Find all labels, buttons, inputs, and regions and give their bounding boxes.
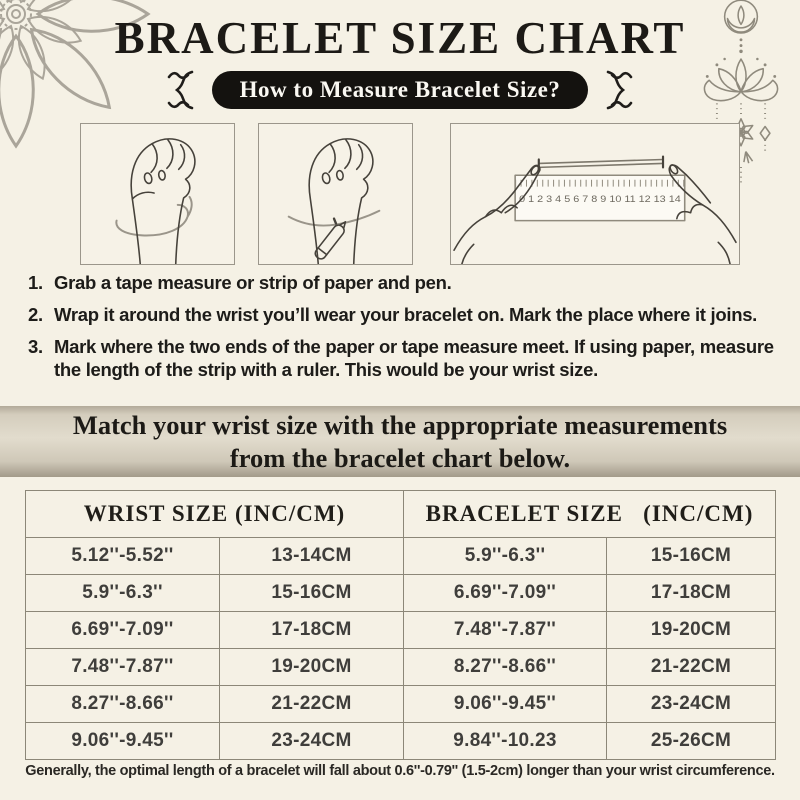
- page-title: BRACELET SIZE CHART: [114, 13, 686, 63]
- table-cell: 15-16CM: [607, 538, 776, 575]
- table-cell: 8.27''-8.66'': [26, 686, 220, 723]
- wrist-size-header: WRIST SIZE (INC/CM): [26, 491, 404, 538]
- step-text: Grab a tape measure or strip of paper and pen.: [54, 272, 452, 293]
- table-cell: 19-20CM: [607, 612, 776, 649]
- illustration-wrap-tape: [80, 123, 235, 265]
- table-cell: 9.06''-9.45'': [26, 723, 220, 760]
- table-row: [26, 649, 776, 686]
- table-row: [26, 686, 776, 723]
- illustration-ruler-measure: [450, 123, 740, 265]
- table-header-row: [26, 491, 776, 538]
- table-row: [26, 538, 776, 575]
- table-cell: 17-18CM: [607, 575, 776, 612]
- table-cell: 17-18CM: [220, 612, 404, 649]
- table-cell: 7.48''-7.87'': [404, 612, 607, 649]
- flourish-swirl-left-icon: [166, 68, 196, 112]
- how-to-measure-badge: How to Measure Bracelet Size?: [212, 71, 589, 109]
- step-text: Wrap it around the wrist you’ll wear your bracelet on. Mark the place where it joins.: [54, 304, 758, 325]
- table-cell: 5.9''-6.3'': [404, 538, 607, 575]
- banner-line-2: from the bracelet chart below.: [229, 442, 571, 473]
- instruction-list: [28, 271, 788, 390]
- table-cell: 21-22CM: [607, 649, 776, 686]
- table-cell: 23-24CM: [220, 723, 404, 760]
- table-row: [26, 612, 776, 649]
- step-number: 1.: [28, 272, 43, 293]
- instruction-step-3: [28, 335, 788, 381]
- table-cell: 8.27''-8.66'': [404, 649, 607, 686]
- badge-row: [0, 68, 800, 112]
- table-cell: 21-22CM: [220, 686, 404, 723]
- table-cell: 13-14CM: [220, 538, 404, 575]
- table-row: [26, 575, 776, 612]
- banner-line-1: Match your wrist size with the appropriate measurements: [72, 409, 728, 440]
- table-row: [26, 723, 776, 760]
- ruler-numbers: 0 1 2 3 4 5 6 7 8 9 10 11 12 13 14: [519, 193, 681, 204]
- table-cell: 5.9''-6.3'': [26, 575, 220, 612]
- bracelet-size-header: BRACELET SIZE (INC/CM): [404, 491, 776, 538]
- table-cell: 6.69''-7.09'': [404, 575, 607, 612]
- table-cell: 19-20CM: [220, 649, 404, 686]
- instruction-step-2: [28, 303, 788, 326]
- footnote: Generally, the optimal length of a bracelet will fall about 0.6''-0.79'' (1.5-2cm) longer than your wrist circumference.: [25, 763, 775, 779]
- size-chart-table: [25, 490, 776, 760]
- table-cell: 5.12''-5.52'': [26, 538, 220, 575]
- table-cell: 15-16CM: [220, 575, 404, 612]
- table-cell: 25-26CM: [607, 723, 776, 760]
- step-number: 3.: [28, 336, 43, 357]
- table-cell: 7.48''-7.87'': [26, 649, 220, 686]
- flourish-swirl-right-icon: [604, 68, 634, 112]
- table-cell: 23-24CM: [607, 686, 776, 723]
- table-cell: 9.84''-10.23: [404, 723, 607, 760]
- table-cell: 6.69''-7.09'': [26, 612, 220, 649]
- instruction-step-1: [28, 271, 788, 294]
- table-cell: 9.06''-9.45'': [404, 686, 607, 723]
- illustration-mark-wrist: [258, 123, 413, 265]
- step-number: 2.: [28, 304, 43, 325]
- match-size-banner: [0, 406, 800, 477]
- step-text: Mark where the two ends of the paper or tape measure meet. If using paper, measure the length of the strip with a ruler. This would be your wrist size.: [54, 336, 774, 380]
